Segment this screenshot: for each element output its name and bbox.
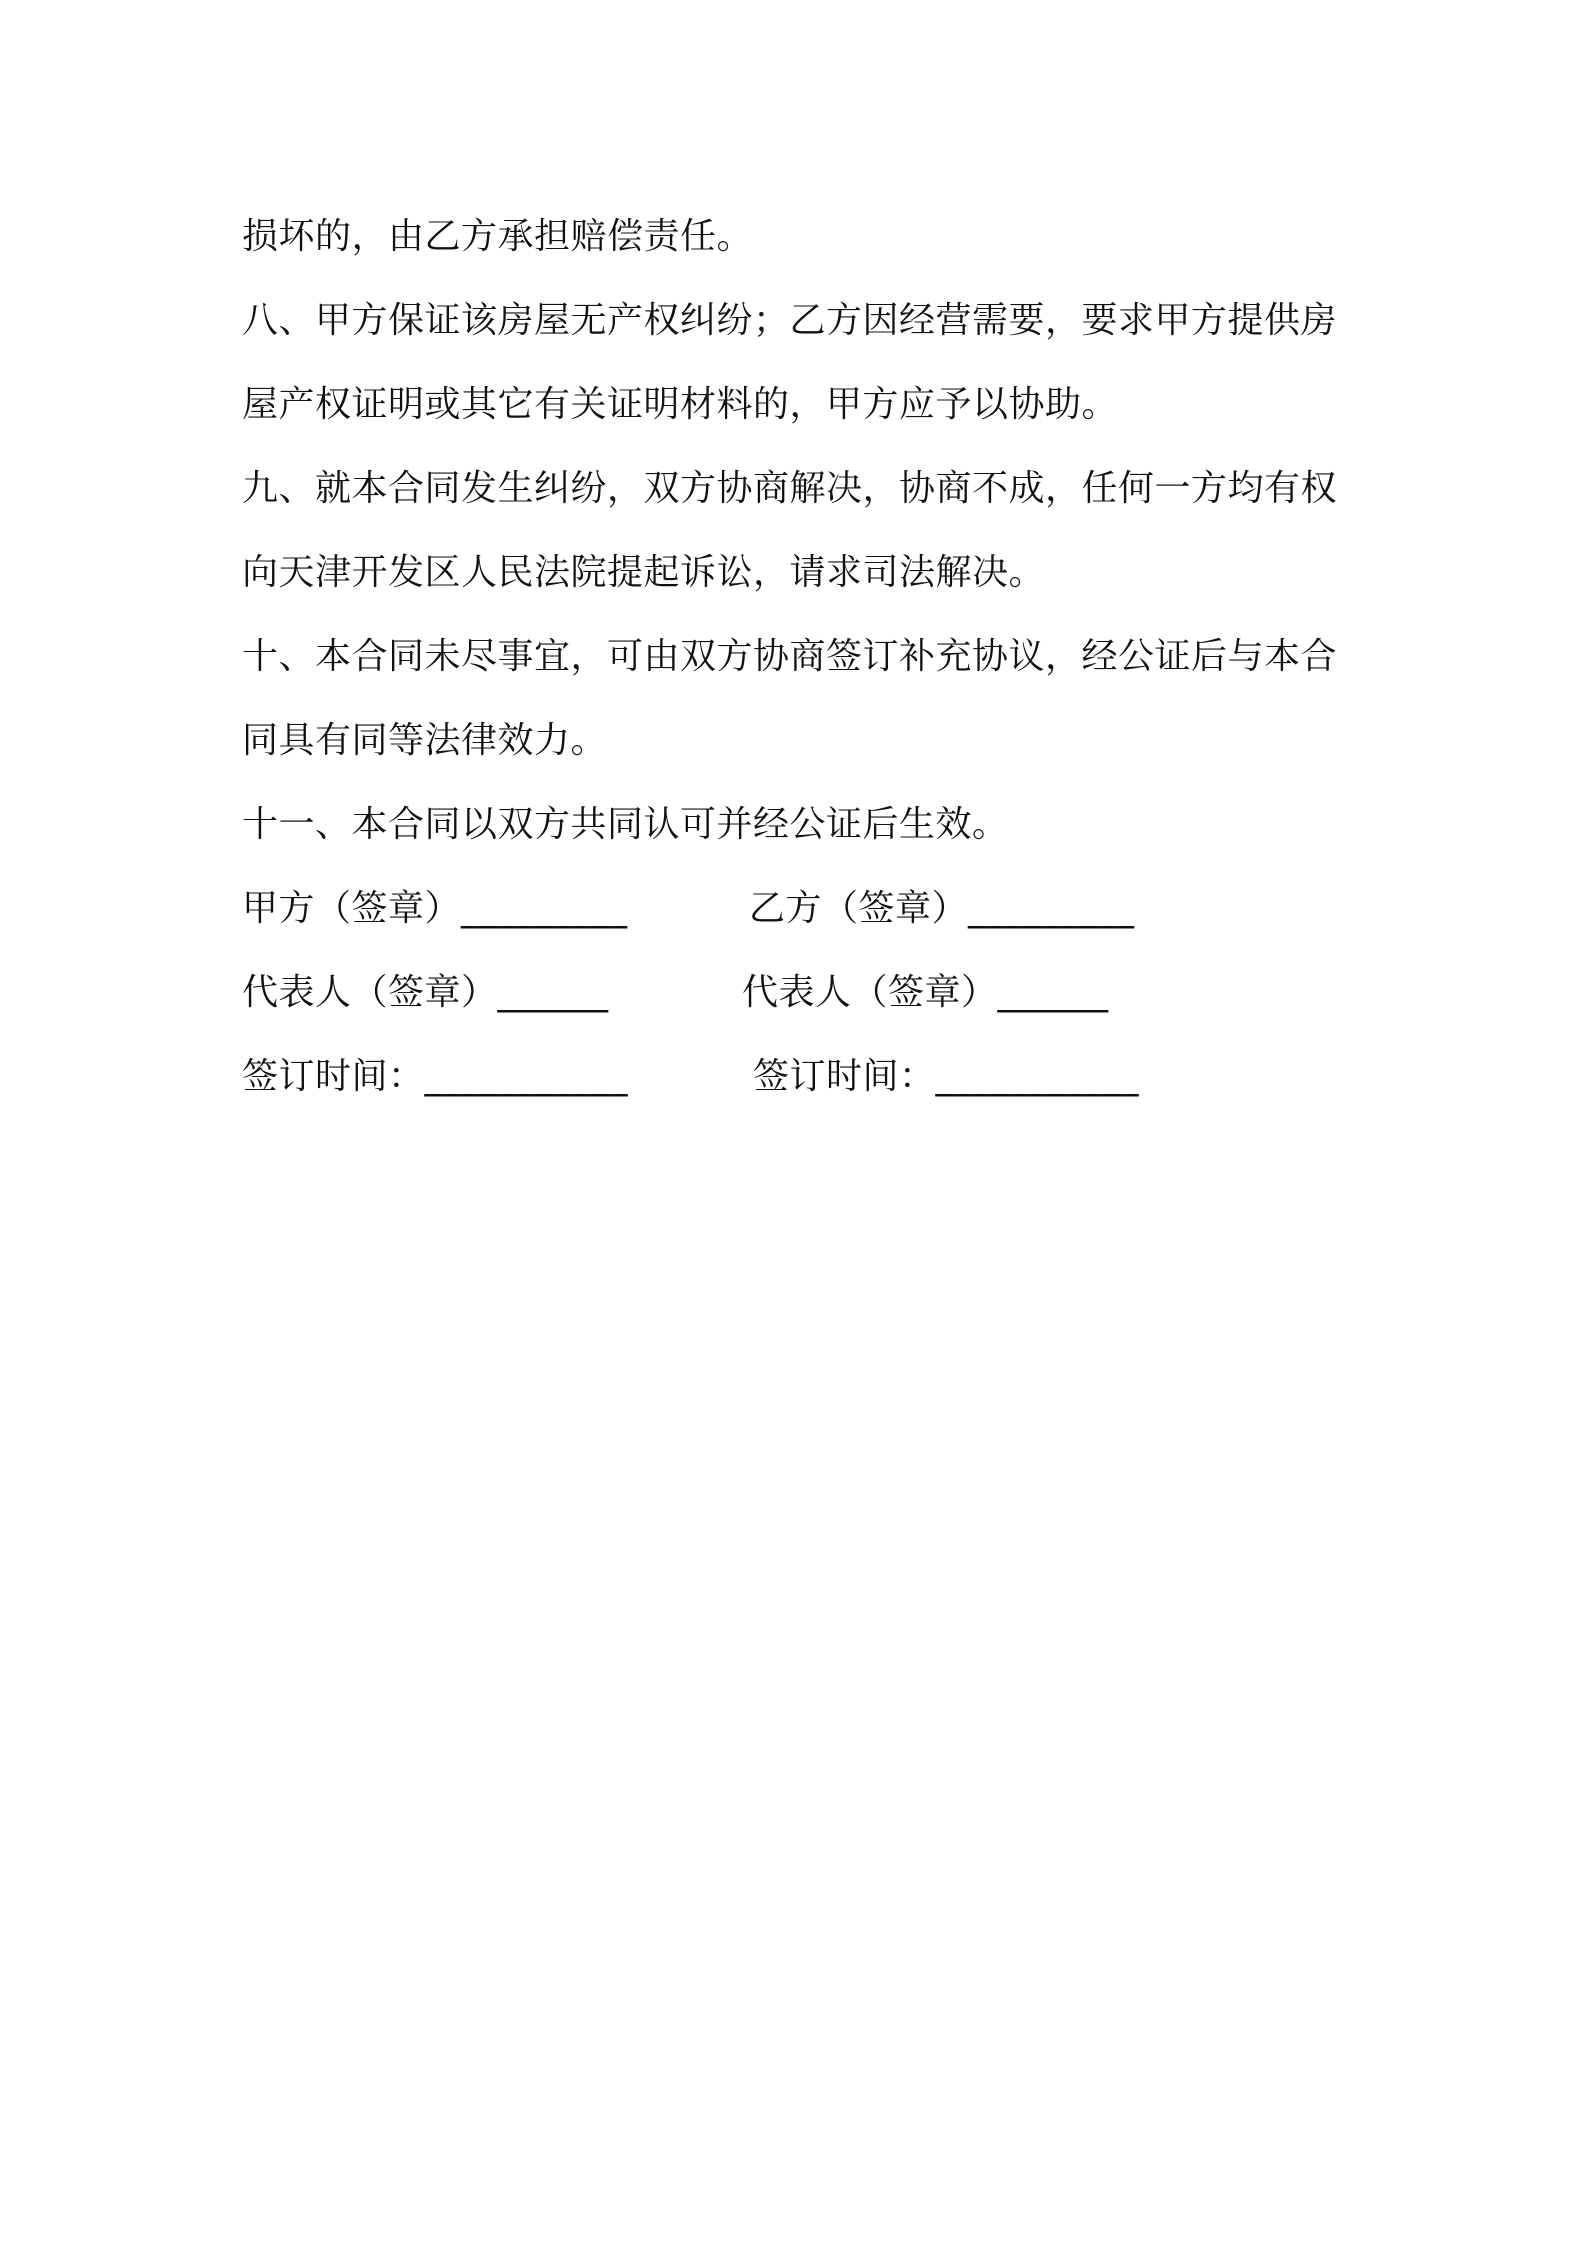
signature-row-date xyxy=(242,1035,1352,1119)
paragraph-clause-8: 八、甲方保证该房屋无产权纠纷；乙方因经营需要，要求甲方提供房屋产权证明或其它有关证明材料的，甲方应予以协助。 xyxy=(242,300,1338,425)
paragraph-clause-11: 十一、本合同以双方共同认可并经公证后生效。 xyxy=(242,804,1009,845)
signature-row-party xyxy=(242,867,1352,951)
party-a-signature-field: 甲方（签章）_________ xyxy=(242,888,628,929)
paragraph-clause-10: 十、本合同未尽事宜，可由双方协商签订补充协议，经公证后与本合同具有同等法律效力。 xyxy=(242,636,1338,761)
contract-body xyxy=(242,195,1352,1119)
paragraph-damage-liability: 损坏的，由乙方承担赔偿责任。 xyxy=(242,216,754,257)
party-b-signature-field: 乙方（签章）_________ xyxy=(749,888,1135,929)
party-b-signing-date-field: 签订时间：___________ xyxy=(753,1056,1140,1097)
party-a-signing-date-field: 签订时间：___________ xyxy=(242,1056,629,1097)
party-b-representative-field: 代表人（签章）______ xyxy=(742,972,1109,1013)
paragraph-clause-9: 九、就本合同发生纠纷，双方协商解决，协商不成，任何一方均有权向天津开发区人民法院提起诉讼，请求司法解决。 xyxy=(242,468,1338,593)
party-a-representative-field: 代表人（签章）______ xyxy=(242,972,609,1013)
signature-row-representative xyxy=(242,951,1352,1035)
